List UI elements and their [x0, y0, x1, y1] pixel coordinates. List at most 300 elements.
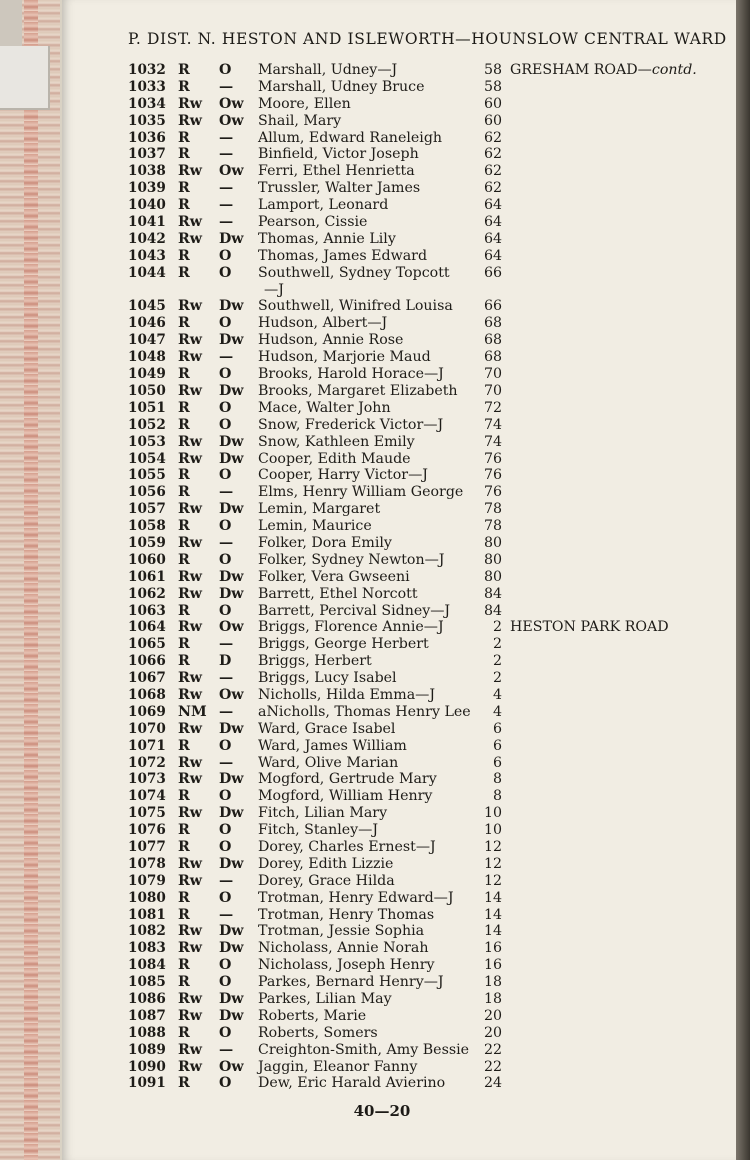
table-row: [0, 231, 736, 248]
elector-number: 1040: [128, 197, 166, 214]
table-row: [0, 96, 736, 113]
qualification-code: Rw: [178, 686, 203, 703]
absent-voter-code: —: [219, 636, 234, 653]
absent-voter-code: —: [219, 534, 234, 551]
house-number: 70: [483, 366, 502, 383]
elector-name: [258, 214, 367, 231]
house-number: 80: [483, 551, 502, 568]
qualification-code: R: [178, 315, 190, 332]
qualification-code: Rw: [178, 923, 203, 940]
table-row: [0, 890, 736, 907]
elector-name: [258, 839, 436, 856]
house-number: 60: [483, 112, 502, 129]
table-row: [0, 484, 736, 501]
house-number: 12: [483, 838, 502, 855]
elector-number: 1046: [128, 315, 166, 332]
table-row: [0, 214, 736, 231]
absent-voter-code: —: [219, 754, 234, 771]
house-number: 74: [483, 433, 502, 450]
elector-name: [258, 822, 378, 839]
page-edge-shadow: [736, 0, 750, 1160]
house-number: 18: [483, 974, 502, 991]
elector-number: 1083: [128, 940, 166, 957]
elector-name: [258, 619, 444, 636]
elector-number: 1074: [128, 788, 166, 805]
elector-name: [258, 96, 351, 113]
house-number: 2: [492, 670, 502, 687]
absent-voter-code: —: [219, 146, 234, 163]
elector-name-text: Dorey, Grace Hilda: [258, 872, 395, 889]
elector-name-text: Snow, Frederick Victor—J: [258, 416, 444, 433]
absent-voter-code: Ow: [219, 112, 244, 129]
elector-name-text: Lamport, Leonard: [258, 197, 389, 214]
absent-voter-code: O: [219, 366, 232, 383]
qualification-code: Rw: [178, 991, 203, 1007]
street-name: HESTON PARK ROAD: [510, 619, 669, 636]
elector-name: [258, 434, 415, 451]
elector-name: [258, 586, 418, 603]
house-number: 64: [483, 230, 502, 247]
house-number: 64: [483, 197, 502, 214]
elector-number: 1053: [128, 433, 166, 450]
house-number: 80: [483, 568, 502, 585]
elector-name: [258, 197, 388, 214]
qualification-code: Rw: [178, 332, 203, 349]
elector-number: 1080: [128, 889, 166, 906]
elector-number: 1064: [128, 619, 166, 636]
elector-name-text: Allum, Edward Raneleigh: [258, 129, 443, 146]
absent-voter-code: Dw: [219, 433, 244, 450]
elector-name: [258, 957, 435, 974]
house-number: 8: [492, 788, 502, 805]
qualification-code: Rw: [178, 940, 203, 957]
house-number: 6: [492, 754, 502, 771]
elector-name-text: Folker, Sydney Newton—J: [258, 551, 445, 568]
elector-name: [258, 771, 437, 788]
house-number: 22: [483, 1058, 502, 1075]
absent-voter-code: Dw: [219, 1007, 244, 1024]
qualification-code: R: [178, 1075, 190, 1092]
elector-name-text: Barrett, Ethel Norcott: [258, 585, 418, 602]
table-row: [0, 1008, 736, 1025]
absent-voter-code: O: [219, 399, 232, 416]
house-number: 2: [492, 653, 502, 670]
elector-name-text: Dew, Eric Harald Avierino: [258, 1075, 446, 1092]
absent-voter-code: O: [219, 602, 232, 619]
absent-voter-code: —: [219, 197, 234, 214]
qualification-code: R: [178, 957, 190, 974]
table-row: [0, 298, 736, 315]
table-row: [0, 839, 736, 856]
table-row: [0, 535, 736, 552]
elector-name: [258, 518, 372, 535]
elector-name-text: Hudson, Annie Rose: [258, 332, 404, 349]
elector-name-text: Cooper, Edith Maude: [258, 450, 411, 467]
spine-strip: [0, 0, 22, 48]
elector-name-text: Briggs, George Herbert: [258, 636, 429, 653]
elector-name-text: Ward, James William: [258, 737, 407, 754]
elector-number: 1086: [128, 991, 166, 1007]
elector-name: [258, 569, 410, 586]
elector-number: 1075: [128, 805, 166, 822]
table-row: [0, 873, 736, 890]
absent-voter-code: O: [219, 957, 232, 974]
house-number: 6: [492, 720, 502, 737]
elector-number: 1050: [128, 382, 166, 399]
table-row: [0, 197, 736, 214]
elector-name: [258, 163, 415, 180]
table-row: [0, 1075, 736, 1092]
elector-name: [258, 704, 471, 721]
table-row: [0, 163, 736, 180]
elector-name: [258, 1075, 445, 1092]
absent-voter-code: Dw: [219, 923, 244, 940]
elector-number: 1049: [128, 366, 166, 383]
house-number: 70: [483, 382, 502, 399]
elector-name-text: Southwell, Sydney Topcott: [258, 264, 450, 281]
house-number: 10: [483, 805, 502, 822]
qualification-code: Rw: [178, 805, 203, 822]
table-row: [0, 1042, 736, 1059]
table-row: [0, 653, 736, 670]
elector-name: [258, 366, 444, 383]
elector-name: [258, 940, 428, 957]
house-number: 78: [483, 518, 502, 535]
elector-name: [258, 349, 431, 366]
elector-name-text: Moore, Ellen: [258, 95, 351, 112]
elector-number: 1071: [128, 737, 166, 754]
qualification-code: Rw: [178, 720, 203, 737]
elector-name: [258, 417, 443, 434]
elector-name-text: Cooper, Harry Victor—J: [258, 467, 428, 484]
elector-number: 1081: [128, 906, 166, 923]
absent-voter-code: O: [219, 974, 232, 991]
elector-name-text: Southwell, Winifred Louisa: [258, 298, 453, 315]
table-row: [0, 788, 736, 805]
qualification-code: Rw: [178, 872, 203, 889]
absent-voter-code: O: [219, 1075, 232, 1092]
elector-name-text: Fitch, Stanley—J: [258, 822, 379, 839]
elector-name: [258, 788, 432, 805]
table-row: [0, 687, 736, 704]
absent-voter-code: O: [219, 788, 232, 805]
absent-voter-code: Dw: [219, 991, 244, 1007]
table-row: [0, 923, 736, 940]
street-heading: [510, 62, 697, 79]
qualification-code: Rw: [178, 568, 203, 585]
house-number: 66: [483, 264, 502, 281]
absent-voter-code: O: [219, 518, 232, 535]
elector-name-text: Thomas, James Edward: [258, 247, 428, 264]
house-number: 68: [483, 349, 502, 366]
qualification-code: R: [178, 399, 190, 416]
qualification-code: Rw: [178, 754, 203, 771]
qualification-code: Rw: [178, 855, 203, 872]
absent-voter-code: —: [219, 670, 234, 687]
elector-name-text: Creighton-Smith, Amy Bessie: [258, 1041, 470, 1058]
table-row: [0, 400, 736, 417]
elector-number: 1078: [128, 855, 166, 872]
elector-number: 1034: [128, 95, 166, 112]
qualification-code: R: [178, 602, 190, 619]
elector-name-text: Ward, Olive Marian: [258, 754, 399, 771]
table-row: [0, 518, 736, 535]
street-name: GRESHAM ROAD—: [510, 62, 652, 78]
table-row: [0, 586, 736, 603]
house-number: 72: [483, 399, 502, 416]
elector-number: 1088: [128, 1024, 166, 1041]
qualification-code: Rw: [178, 298, 203, 315]
qualification-code: R: [178, 906, 190, 923]
table-row: [0, 248, 736, 265]
elector-number: 1084: [128, 957, 166, 974]
elector-name: [258, 1042, 469, 1059]
elector-number: 1042: [128, 230, 166, 247]
elector-name: [258, 890, 454, 907]
qualification-code: R: [178, 484, 190, 501]
elector-name: [258, 670, 397, 687]
elector-number: 1073: [128, 771, 166, 788]
elector-number: 1090: [128, 1058, 166, 1075]
elector-name-text: Fitch, Lilian Mary: [258, 805, 388, 822]
elector-name: [258, 298, 453, 315]
absent-voter-code: O: [219, 247, 232, 264]
house-number: 68: [483, 332, 502, 349]
elector-name-text: Ferri, Ethel Henrietta: [258, 163, 415, 180]
elector-number: 1045: [128, 298, 166, 315]
table-row: [0, 670, 736, 687]
house-number: 84: [483, 602, 502, 619]
absent-voter-code: Dw: [219, 940, 244, 957]
absent-voter-code: Dw: [219, 805, 244, 822]
absent-voter-code: Dw: [219, 568, 244, 585]
table-row: [0, 315, 736, 332]
house-number: 2: [492, 619, 502, 636]
elector-number: 1038: [128, 163, 166, 180]
elector-name: [258, 856, 393, 873]
qualification-code: R: [178, 264, 190, 281]
house-number: 20: [483, 1007, 502, 1024]
street-continued: contd.: [651, 62, 697, 78]
qualification-code: R: [178, 416, 190, 433]
elector-number: 1082: [128, 923, 166, 940]
elector-number: 1070: [128, 720, 166, 737]
elector-name-text: Binfield, Victor Joseph: [258, 146, 419, 163]
elector-name: [258, 991, 392, 1008]
elector-name: [258, 687, 435, 704]
elector-name: [258, 552, 444, 569]
absent-voter-code: —: [219, 180, 234, 197]
house-number: 74: [483, 416, 502, 433]
elector-name-text: Nicholass, Joseph Henry: [258, 957, 435, 974]
absent-voter-code: —: [219, 906, 234, 923]
absent-voter-code: Dw: [219, 720, 244, 737]
elector-name: [258, 451, 411, 468]
qualification-code: R: [178, 247, 190, 264]
elector-name: [258, 315, 387, 332]
elector-name-text: Mogford, William Henry: [258, 788, 433, 805]
house-number: 14: [483, 906, 502, 923]
elector-name: [258, 79, 425, 96]
house-number: 6: [492, 737, 502, 754]
house-number: 62: [483, 163, 502, 180]
absent-voter-code: O: [219, 467, 232, 484]
table-row: [0, 957, 736, 974]
elector-name-text: Mogford, Gertrude Mary: [258, 771, 437, 788]
absent-voter-code: Ow: [219, 1058, 244, 1075]
house-number: 76: [483, 450, 502, 467]
house-number: 22: [483, 1041, 502, 1058]
table-row: [0, 434, 736, 451]
elector-name-text: Brooks, Harold Horace—J: [258, 366, 444, 383]
table-row: [0, 805, 736, 822]
house-number: 80: [483, 534, 502, 551]
qualification-code: Rw: [178, 501, 203, 518]
house-number: 76: [483, 467, 502, 484]
table-row: [0, 856, 736, 873]
elector-name-text: Folker, Dora Emily: [258, 534, 392, 551]
absent-voter-code: O: [219, 1024, 232, 1041]
elector-name-text: Folker, Vera Gwseeni: [258, 568, 410, 585]
elector-number: 1077: [128, 838, 166, 855]
elector-name: [258, 501, 380, 518]
elector-name: [258, 1025, 378, 1042]
house-number: 62: [483, 180, 502, 197]
elector-name: [258, 113, 341, 130]
absent-voter-code: —: [219, 872, 234, 889]
absent-voter-code: Ow: [219, 95, 244, 112]
house-number: 12: [483, 855, 502, 872]
table-row: [0, 62, 736, 79]
qualification-code: R: [178, 1024, 190, 1041]
elector-name: [258, 535, 392, 552]
elector-name-text: Roberts, Somers: [258, 1024, 378, 1041]
table-row: [0, 366, 736, 383]
house-number: 14: [483, 923, 502, 940]
qualification-code: R: [178, 78, 190, 95]
elector-name: [258, 738, 407, 755]
absent-voter-code: Dw: [219, 382, 244, 399]
house-number: 62: [483, 129, 502, 146]
table-row: [0, 383, 736, 400]
elector-number: 1091: [128, 1075, 166, 1092]
qualification-code: R: [178, 366, 190, 383]
table-row: [0, 417, 736, 434]
house-number: 62: [483, 146, 502, 163]
house-number: 64: [483, 214, 502, 231]
house-number: 4: [492, 703, 502, 720]
house-number: 14: [483, 889, 502, 906]
qualification-code: Rw: [178, 95, 203, 112]
absent-voter-code: O: [219, 737, 232, 754]
absent-voter-code: O: [219, 315, 232, 332]
qualification-code: R: [178, 197, 190, 214]
absent-voter-code: O: [219, 551, 232, 568]
elector-name: [258, 805, 387, 822]
table-row: [0, 467, 736, 484]
elector-name-text: Elms, Henry William George: [258, 484, 464, 501]
elector-name-text: Nicholls, Hilda Emma—J: [258, 686, 436, 703]
qualification-code: Rw: [178, 1041, 203, 1058]
elector-name: [258, 467, 428, 484]
absent-voter-code: —: [219, 1041, 234, 1058]
qualification-code: Rw: [178, 534, 203, 551]
house-number: 84: [483, 585, 502, 602]
absent-voter-code: Dw: [219, 771, 244, 788]
absent-voter-code: Dw: [219, 230, 244, 247]
absent-voter-code: O: [219, 838, 232, 855]
table-row: [0, 113, 736, 130]
qualification-code: Rw: [178, 230, 203, 247]
elector-name-text: Parkes, Lilian May: [258, 991, 392, 1007]
qualification-code: R: [178, 467, 190, 484]
house-number: 64: [483, 247, 502, 264]
absent-voter-code: Dw: [219, 332, 244, 349]
table-row: [0, 822, 736, 839]
elector-name: [258, 755, 398, 772]
elector-number: 1055: [128, 467, 166, 484]
absent-voter-code: Dw: [219, 450, 244, 467]
absent-voter-code: Ow: [219, 619, 244, 636]
absent-voter-code: D: [219, 653, 232, 670]
house-number: 18: [483, 991, 502, 1007]
elector-name: [258, 180, 420, 197]
qualification-code: Rw: [178, 433, 203, 450]
elector-number: 1079: [128, 872, 166, 889]
elector-number: 1056: [128, 484, 166, 501]
elector-name: [258, 484, 463, 501]
elector-name: [258, 146, 419, 163]
elector-number: 1069: [128, 703, 166, 720]
elector-name-text: Dorey, Charles Ernest—J: [258, 838, 436, 855]
elector-number: 1085: [128, 974, 166, 991]
table-row: [0, 940, 736, 957]
house-number: 78: [483, 501, 502, 518]
elector-name: [258, 974, 444, 991]
absent-voter-code: O: [219, 889, 232, 906]
elector-number: 1041: [128, 214, 166, 231]
elector-name: [258, 265, 450, 299]
elector-number: 1068: [128, 686, 166, 703]
qualification-code: Rw: [178, 214, 203, 231]
elector-name: [258, 130, 442, 147]
elector-number: 1047: [128, 332, 166, 349]
house-number: 20: [483, 1024, 502, 1041]
absent-voter-code: Ow: [219, 163, 244, 180]
elector-name-text: Lemin, Maurice: [258, 518, 372, 535]
qualification-code: Rw: [178, 1007, 203, 1024]
absent-voter-code: —: [219, 703, 234, 720]
elector-name-text: Briggs, Herbert: [258, 653, 372, 670]
elector-name-text: Trotman, Henry Thomas: [258, 906, 435, 923]
qualification-code: Rw: [178, 112, 203, 129]
qualification-code: Rw: [178, 619, 203, 636]
elector-number: 1063: [128, 602, 166, 619]
qualification-code: NM: [178, 703, 207, 720]
elector-number: 1065: [128, 636, 166, 653]
elector-name: [258, 923, 424, 940]
qualification-code: Rw: [178, 382, 203, 399]
house-number: 16: [483, 940, 502, 957]
table-row: [0, 771, 736, 788]
absent-voter-code: —: [219, 214, 234, 231]
table-row: [0, 79, 736, 96]
elector-number: 1035: [128, 112, 166, 129]
elector-name-continuation: —J: [264, 281, 284, 298]
elector-name-text: Snow, Kathleen Emily: [258, 433, 415, 450]
table-row: [0, 704, 736, 721]
elector-number: 1058: [128, 518, 166, 535]
